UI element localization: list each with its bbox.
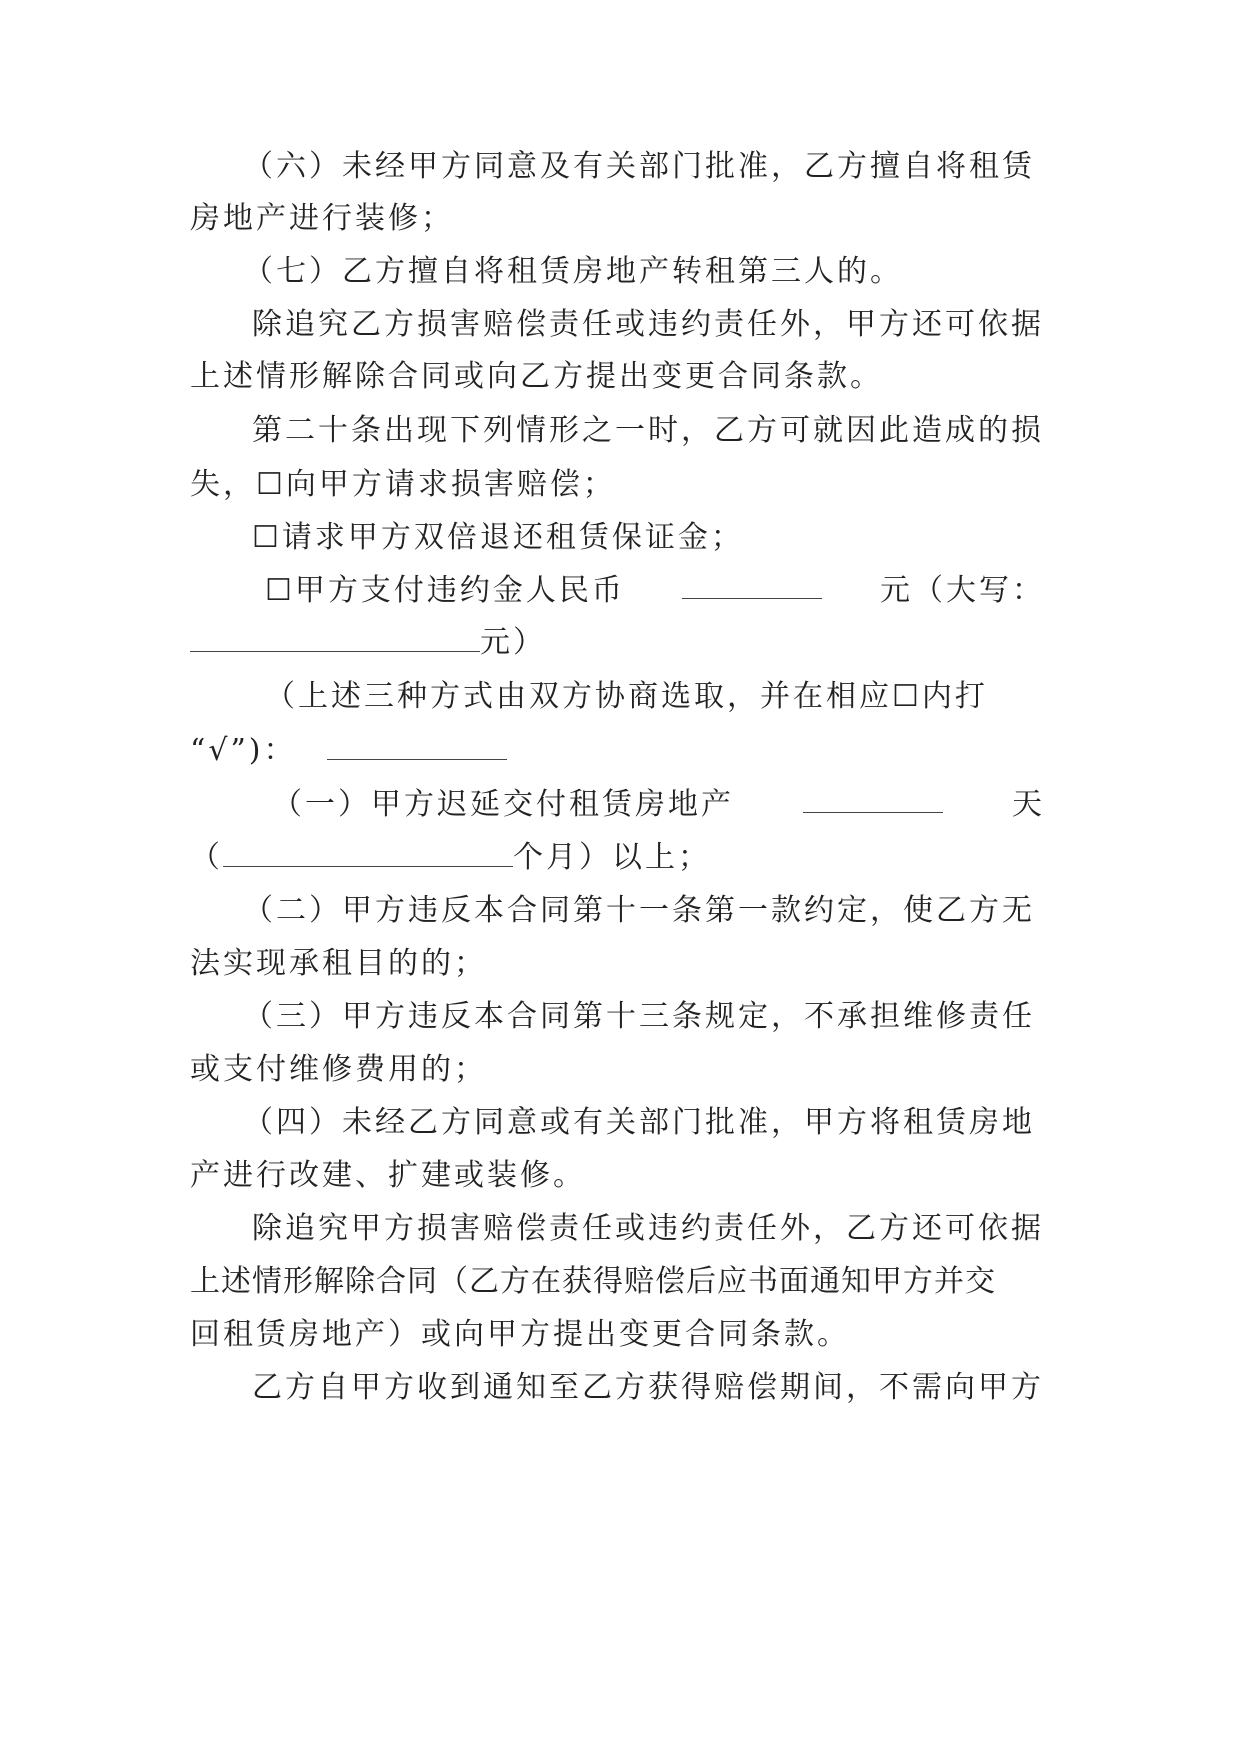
paragraph-line: （七）乙方擅自将租赁房地产转租第三人的。 [243,254,903,289]
blank-underline [223,836,513,867]
paragraph-line: 回租赁房地产）或向甲方提出变更合同条款。 [190,1317,850,1352]
delay-months-line [190,835,1050,881]
paragraph-line: 除追究乙方损害赔偿责任或违约责任外，甲方还可依据 [252,307,1044,342]
paragraph-line: 上述情形解除合同或向乙方提出变更合同条款。 [190,359,883,394]
line-text: 元（大写： [880,573,1045,608]
checkmark-line [190,728,1050,774]
line-text: 个月）以上； [513,840,711,875]
blank-underline [682,568,822,599]
paragraph-line: 或支付维修费用的； [190,1052,487,1087]
paragraph-line: （四）未经乙方同意或有关部门批准，甲方将租赁房地 [243,1105,1035,1140]
blank-underline [190,621,480,652]
paragraph-line: 产进行改建、扩建或装修。 [190,1158,586,1193]
paragraph-line: 上述情形解除合同（乙方在获得赔偿后应书面通知甲方并交 [190,1264,996,1299]
line-text: ☐甲方支付违约金人民币 [265,573,625,608]
blank-underline [803,782,943,813]
delay-days-line [272,782,1045,828]
penalty-uppercase-line [190,620,1050,666]
paragraph-line: 房地产进行装修； [190,201,454,236]
paragraph-line: ☐请求甲方双倍退还租赁保证金； [252,520,744,555]
paragraph-line: 失，☐向甲方请求损害赔偿； [190,467,616,502]
line-text: （ [190,840,223,875]
line-text: （一）甲方迟延交付租赁房地产 [272,787,734,822]
paragraph-line: 第二十条出现下列情形之一时，乙方可就因此造成的损 [252,413,1044,448]
line-text: “√”)： [190,733,297,768]
line-text: 元） [480,625,546,660]
paragraph-line: 法实现承租目的的； [190,946,487,981]
paragraph-line: （二）甲方违反本合同第十一条第一款约定，使乙方无 [243,893,1035,928]
penalty-amount-line [265,568,1045,614]
paragraph-line: 除追究甲方损害赔偿责任或违约责任外，乙方还可依据 [252,1211,1044,1246]
line-text: 天 [1012,787,1045,822]
paragraph-line: （上述三种方式由双方协商选取，并在相应☐内打 [265,679,988,714]
paragraph-line: （三）甲方违反本合同第十三条规定，不承担维修责任 [243,999,1035,1034]
blank-underline [327,729,507,760]
paragraph-line: （六）未经甲方同意及有关部门批准，乙方擅自将租赁 [243,149,1035,184]
paragraph-line: 乙方自甲方收到通知至乙方获得赔偿期间，不需向甲方 [252,1370,1044,1405]
